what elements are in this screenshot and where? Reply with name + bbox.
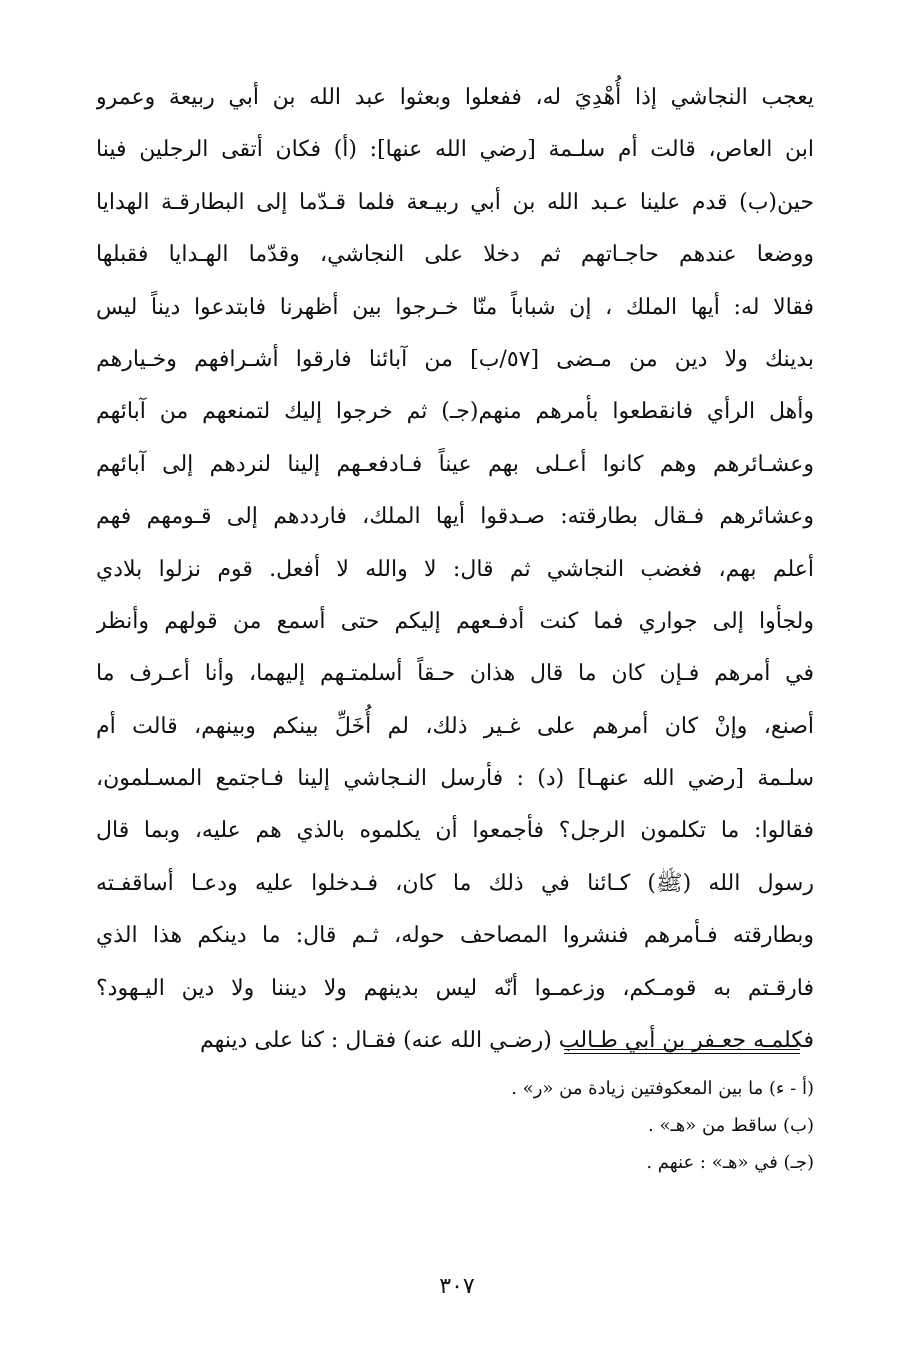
page-number: ٣٠٧ — [439, 1274, 475, 1299]
text-line: فقالا له: أيها الملك ، إن شباباً منّا خـرجوا بين أظهرنا فابتدعوا ديناً ليس — [96, 294, 814, 320]
text-line: رسول الله (ﷺ) كـائنا في ذلك ما كان، فـدخلوا عليه ودعـا أساقفـته — [96, 870, 814, 896]
text-line: ووضعا عندهم حاجـاتهم ثم دخلا على النجاشي، وقدّما الهـدايا فقبلها — [96, 242, 814, 268]
text-line: فقالوا: ما تكلمون الرجل؟ فأجمعوا أن يكلموه بالذي هم عليه، وبما قال — [96, 818, 814, 844]
footnote: (أ - ء) ما بين المعكوفتين زيادة من «ر» . — [511, 1078, 814, 1099]
footnote-separator — [564, 1049, 800, 1054]
footnote: (ب) ساقط من «هـ» . — [648, 1115, 814, 1136]
text-line: سلـمة [رضي الله عنهـا] (د) : فأرسل النـجاشي إلينا فـاجتمع المسـلمون، — [96, 766, 814, 792]
text-line: أعلم بهم، فغضب النجاشي ثم قال: لا والله لا أفعل. قوم نزلوا بلادي — [96, 556, 814, 582]
text-line: ابن العاص، قالت أم سلـمة [رضي الله عنها]: (أ) فكان أتقى الرجلين فينا — [96, 137, 814, 163]
main-text-block — [96, 72, 814, 1067]
text-line: في أمرهم فـإن كان ما قال هذان حـقاً أسلمتـهم إليهما، وأنا أعـرف ما — [96, 661, 814, 687]
text-line: أصنع، وإنْ كان أمرهم على غـير ذلك، لم أُخَلِّ بينكم وبينهم، قالت أم — [96, 713, 814, 739]
footnotes-block — [300, 1070, 814, 1181]
text-line: وأهل الرأي فانقطعوا بأمرهم منهم(جـ) ثم خرجوا إليك لتمنعهم من آبائهم — [96, 399, 814, 425]
text-line: وبطارقته فـأمرهم فنشروا المصاحف حوله، ثـم قال: ما دينكم هذا الذي — [96, 923, 814, 949]
text-line: فارقـتم به قومـكم، وزعمـوا أنّه ليس بدينهم ولا ديننا ولا دين اليـهود؟ — [96, 975, 814, 1001]
text-line: وعشـائرهم وهم كانوا أعـلى بهم عيناً فـادفعـهم إلينا لنردهم إلى آبائهم — [96, 451, 814, 477]
text-line: حين(ب) قدم علينا عـبد الله بن أبي ربيـعة فلما قـدّما إلى البطارقـة الهدايا — [96, 189, 814, 215]
text-line: يعجب النجاشي إذا أُهْدِيَ له، ففعلوا وبعثوا عبد الله بن أبي ربيعة وعمرو — [96, 85, 814, 110]
text-line: بدينك ولا دين من مـضى [٥٧/ب] من آبائنا فارقوا أشـرافهم وخـيارهم — [96, 346, 814, 372]
text-line: وعشائرهم فـقال بطارقته: صـدقوا أيها الملك، فارددهم إلى قـومهم فهم — [96, 504, 814, 530]
footnote: (جـ) في «هـ» : عنهم . — [646, 1152, 814, 1173]
text-line: ولجأوا إلى جواري فما كنت أدفـعهم إليكم حتى أسمع من قولهم وأنظر — [96, 608, 814, 634]
text-line: فكلمـه جعـفر بن أبي طـالب (رضـي الله عنه) فقـال : كنا على دينهم — [200, 1028, 814, 1054]
